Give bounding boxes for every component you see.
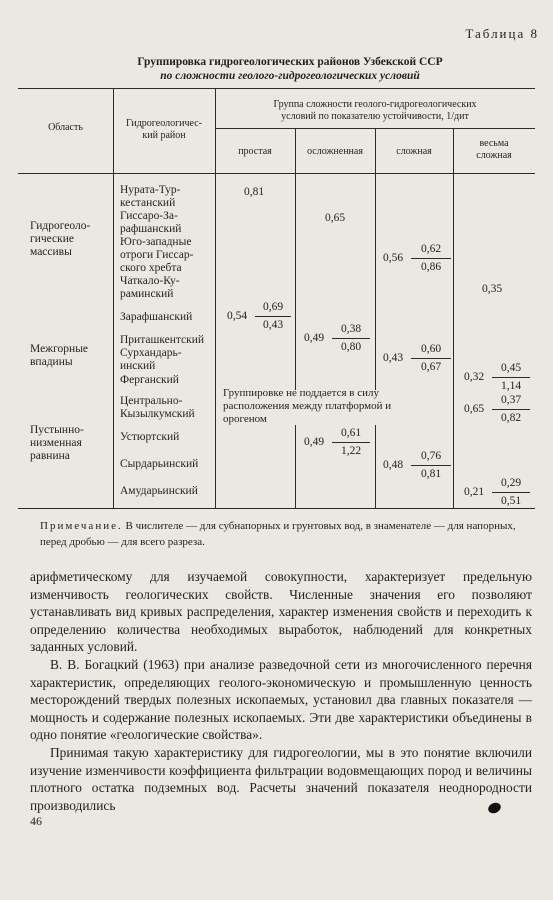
fraction-bar	[411, 258, 451, 259]
table-note	[40, 518, 535, 550]
fraction-bar	[411, 465, 451, 466]
fraction-lead: 0,48	[383, 459, 404, 471]
fraction-bar	[492, 377, 530, 378]
fraction-denominator: 0,81	[420, 468, 442, 480]
fraction-bar	[492, 409, 530, 410]
fraction-numerator: 0,37	[500, 394, 522, 406]
district-syrdarya: Сырдарьинский	[120, 458, 199, 470]
table-bottom-rule	[18, 508, 535, 509]
central-kyzylkum-note: Группировке не поддается в силу расположения между платформой и орогеном	[223, 387, 392, 425]
table-number: Таблица 8	[465, 26, 539, 41]
district-amudarya: Амударьинский	[120, 485, 198, 497]
district-zarafshan: Зарафшанский	[120, 311, 193, 323]
fraction-lead: 0,49	[304, 332, 325, 344]
header-col-simple: простая	[238, 146, 272, 157]
fraction-denominator: 0,86	[420, 261, 442, 273]
fraction-denominator: 0,82	[500, 412, 522, 424]
table-top-rule	[18, 88, 535, 89]
header-col-very-complex: весьма сложная	[476, 138, 512, 161]
header-bottom-rule	[18, 173, 535, 174]
col-rule-complicated-lower	[375, 425, 376, 508]
district-chatkal-kuramin: Чаткало-Ку- раминский	[120, 275, 180, 300]
table-title-line1: Группировка гидрогеологических районов Узбекской ССР	[137, 56, 443, 68]
fraction-denominator: 1,14	[500, 380, 522, 392]
fraction-numerator: 0,62	[420, 243, 442, 255]
district-ustyurt: Устюртский	[120, 431, 180, 443]
fraction-lead: 0,56	[383, 252, 404, 264]
fraction-numerator: 0,60	[420, 343, 442, 355]
header-col-complex: сложная	[396, 146, 432, 157]
fraction-numerator: 0,76	[420, 450, 442, 462]
district-gissar-zarafshan: Гиссаро-За- рафшанский	[120, 210, 182, 235]
district-central-kyzylkum: Центрально- Кызылкумский	[120, 395, 195, 420]
fraction-lead: 0,65	[464, 403, 485, 415]
fraction-numerator: 0,69	[262, 301, 284, 313]
header-area: Область	[48, 122, 83, 133]
fraction-numerator: 0,38	[340, 323, 362, 335]
fraction-denominator: 0,51	[500, 495, 522, 507]
col-rule-simple-lower	[295, 425, 296, 508]
col-rule-complicated-upper	[375, 128, 376, 390]
fraction-numerator: 0,61	[340, 427, 362, 439]
header-district: Гидрогеологичес- кий район	[125, 118, 203, 141]
fraction-denominator: 0,67	[420, 361, 442, 373]
fraction-lead: 0,32	[464, 371, 485, 383]
area-desert-lowland-plain: Пустынно- низменная равнина	[30, 424, 84, 462]
page-number: 46	[30, 814, 42, 828]
body-text	[30, 568, 532, 814]
district-southwest-gissar-spurs: Юго-западные отроги Гиссар- ского хребта	[120, 236, 194, 274]
value-simple-nurata: 0,81	[244, 186, 265, 198]
fraction-bar	[411, 358, 451, 359]
area-hydrogeological-massifs: Гидрогеоло- гические массивы	[30, 220, 91, 258]
fraction-bar	[332, 442, 370, 443]
header-group: Группа сложности геолого-гидрогеологических условий по показателю устойчивости, 1/дит	[273, 99, 477, 122]
district-fergana: Ферганский	[120, 374, 179, 386]
fraction-numerator: 0,29	[500, 477, 522, 489]
table-title-line2: по сложности геолого-гидрогеологических условий	[160, 70, 420, 82]
fraction-numerator: 0,45	[500, 362, 522, 374]
paragraph-bogatsky: В. В. Богацкий (1963) при анализе разведочной сети из многочисленного перечня характеристик, определяющих геолого-экономическую и промышленную ценность месторождений твердых полезных ископаемых, установил два главных показателя — мощность и содержание полезных ископаемых. Эти две характеристики объединены в одно понятие «геологические свойства».	[30, 656, 532, 743]
fraction-bar	[255, 316, 291, 317]
col-rule-simple-upper	[295, 128, 296, 390]
district-nurata-turkestan: Нурата-Тур- кестанский	[120, 184, 181, 209]
fraction-lead: 0,21	[464, 486, 485, 498]
col-rule-complex	[453, 128, 454, 508]
note-text: В числителе — для субнапорных и грунтовых вод, в знаменателе — для напорных, перед дробью — для всего разреза.	[40, 520, 516, 548]
paragraph-hydrogeology: Принимая такую характеристику для гидрогеологии, мы в это понятие включили изучение изменчивости коэффициента фильтрации водовмещающих пород и величины плотного остатка подземных вод. Расчеты значений показателя неоднородности производились	[30, 744, 532, 813]
fraction-bar	[492, 492, 530, 493]
paragraph-continuation: арифметическому для изучаемой совокупности, характеризует предельную изменчивость геологических свойств. Численные значения его позволяют устанавливать вид кривых распределения, характер изменения свойств и переходить к определению количества необходимых выработок, наблюдений для конкретных заданных условий.	[30, 569, 532, 655]
fraction-denominator: 0,43	[262, 319, 284, 331]
district-pritashkent-surkhandarya: Приташкентский Сурхандарь- инский	[120, 334, 205, 372]
fraction-lead: 0,54	[227, 310, 248, 322]
fraction-lead: 0,43	[383, 352, 404, 364]
value-very-complex-massifs: 0,35	[482, 283, 503, 295]
area-intermontane-depressions: Межгорные впадины	[30, 343, 89, 368]
fraction-bar	[332, 338, 370, 339]
fraction-lead: 0,49	[304, 436, 325, 448]
header-col-complicated: осложненная	[307, 146, 363, 157]
fraction-denominator: 0,80	[340, 341, 362, 353]
note-label: Примечание.	[40, 520, 123, 532]
value-complicated-gissar: 0,65	[325, 212, 346, 224]
fraction-denominator: 1,22	[340, 445, 362, 457]
col-rule-area	[113, 88, 114, 508]
